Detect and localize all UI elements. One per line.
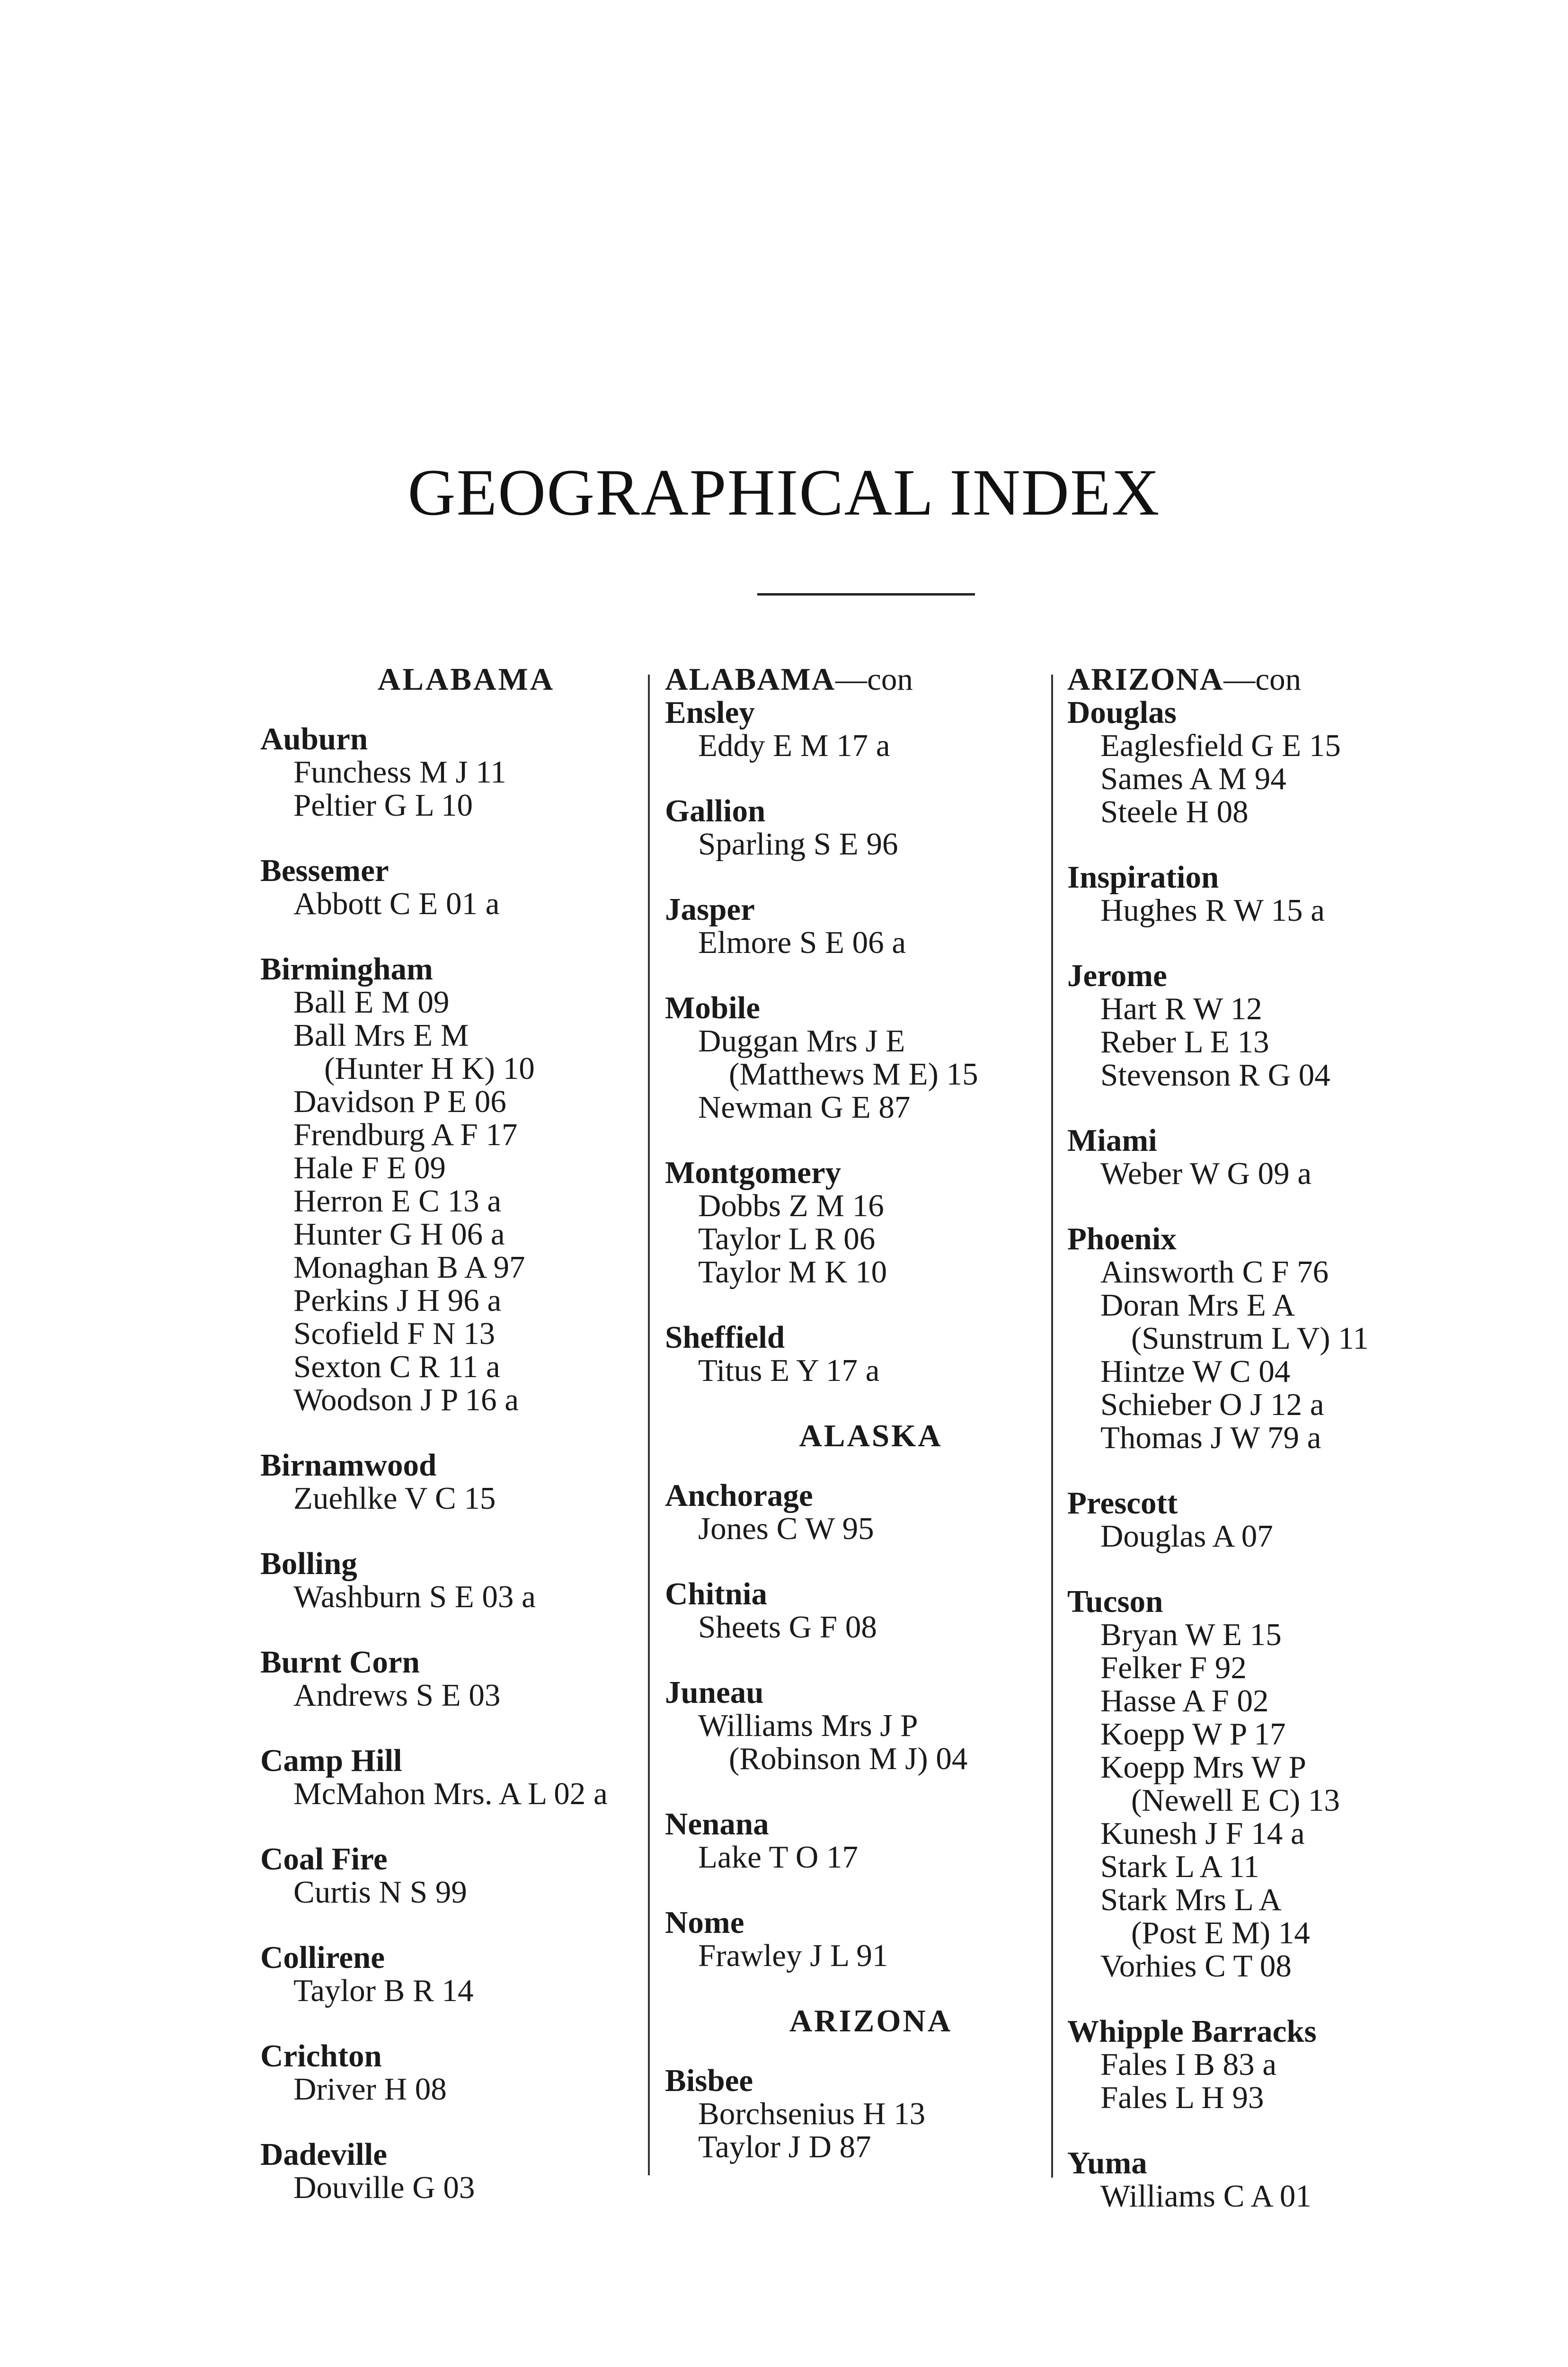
person-entry: Frendburg A F 17: [293, 1117, 518, 1152]
place-name: Miami: [1067, 1123, 1157, 1158]
person-entry: Koepp Mrs W P: [1100, 1750, 1306, 1785]
continued-label: —con: [835, 662, 913, 697]
place-entry: [260, 1744, 672, 1810]
person-entry: Doran Mrs E A: [1100, 1288, 1295, 1323]
person-entry: Taylor B R 14: [293, 1973, 474, 2008]
place-entry: [665, 696, 1077, 762]
person-list: [665, 1354, 1077, 1387]
person-entry: Sames A M 94: [1100, 761, 1286, 796]
place-list: [1067, 696, 1479, 2213]
person-entry: Herron E C 13 a: [293, 1184, 502, 1219]
place-name: Prescott: [1067, 1486, 1178, 1521]
place-name: Bessemer: [260, 853, 389, 888]
place-name: Juneau: [665, 1675, 764, 1710]
person-entry: Elmore S E 06 a: [698, 925, 906, 960]
person-entry: Titus E Y 17 a: [698, 1353, 880, 1388]
place-entry: [1067, 1486, 1479, 1553]
place-entry: [1067, 861, 1479, 927]
person-list: [1067, 894, 1479, 927]
person-entry: Zuehlke V C 15: [293, 1481, 496, 1516]
person-list: [665, 1611, 1077, 1644]
place-entry: [665, 991, 1077, 1124]
place-name: Tucson: [1067, 1584, 1163, 1619]
place-name: Montgomery: [665, 1155, 842, 1190]
person-entry: Douville G 03: [293, 2170, 475, 2205]
person-entry: Woodson J P 16 a: [293, 1382, 519, 1417]
continued-state-name: ALABAMA: [665, 662, 836, 697]
person-list: [1067, 1520, 1479, 1553]
place-entry: [1067, 1222, 1479, 1454]
place-name: Jasper: [665, 892, 755, 927]
person-entry: Funchess M J 11: [293, 755, 506, 790]
place-name: Sheffield: [665, 1320, 785, 1355]
person-list: [1067, 2180, 1479, 2213]
place-name: Ensley: [665, 695, 755, 730]
state-heading: ARIZONA: [789, 2003, 953, 2038]
person-list: [1067, 992, 1479, 1092]
place-entry: [260, 722, 672, 822]
place-entry: [260, 1646, 672, 1712]
person-entry: Jones C W 95: [698, 1511, 874, 1546]
place-entry: [665, 1321, 1077, 1387]
person-entry: Peltier G L 10: [293, 788, 473, 823]
page-title: GEOGRAPHICAL INDEX: [408, 456, 1160, 529]
place-list: [665, 1479, 1077, 1972]
person-entry: Hale F E 09: [293, 1150, 446, 1185]
person-entry: (Robinson M J) 04: [729, 1741, 968, 1776]
place-entry: [665, 893, 1077, 959]
person-entry: Ball E M 09: [293, 985, 450, 1020]
person-entry: Reber L E 13: [1100, 1024, 1269, 1059]
place-name: Burnt Corn: [260, 1645, 420, 1680]
person-list: [260, 2171, 672, 2204]
place-entry: [260, 952, 672, 1416]
person-list: [1067, 1618, 1479, 1983]
person-entry: Perkins J H 96 a: [293, 1283, 502, 1318]
place-entry: [665, 1807, 1077, 1874]
person-entry: Williams Mrs J P: [698, 1708, 918, 1743]
state-heading: ALASKA: [799, 1418, 943, 1453]
person-entry: Taylor J D 87: [698, 2129, 871, 2164]
place-name: Camp Hill: [260, 1743, 402, 1778]
place-entry: [260, 2138, 672, 2204]
place-name: Auburn: [260, 721, 368, 756]
continued-label: —con: [1223, 662, 1302, 697]
place-name: Birmingham: [260, 952, 433, 987]
person-list: [665, 1939, 1077, 1972]
person-entry: Borchsenius H 13: [698, 2096, 926, 2131]
person-entry: (Newell E C) 13: [1131, 1783, 1340, 1818]
place-entry: [665, 794, 1077, 861]
person-entry: Andrews S E 03: [293, 1678, 501, 1713]
column-1: [260, 663, 672, 2236]
place-name: Mobile: [665, 990, 760, 1025]
person-entry: (Matthews M E) 15: [729, 1057, 978, 1092]
person-entry: Hughes R W 15 a: [1100, 893, 1325, 928]
place-entry: [665, 2064, 1077, 2163]
place-name: Collirene: [260, 1940, 385, 1975]
person-entry: Frawley J L 91: [698, 1938, 888, 1973]
person-list: [260, 1580, 672, 1613]
person-entry: Stark L A 11: [1100, 1849, 1259, 1884]
person-entry: Duggan Mrs J E: [698, 1023, 905, 1059]
place-entry: [1067, 696, 1479, 828]
person-list: [665, 1189, 1077, 1289]
person-entry: Hunter G H 06 a: [293, 1217, 505, 1252]
place-name: Nome: [665, 1905, 744, 1940]
person-list: [260, 1679, 672, 1712]
place-entry: [1067, 959, 1479, 1092]
place-entry: [260, 1547, 672, 1613]
person-list: [665, 828, 1077, 861]
person-list: [665, 2097, 1077, 2163]
person-entry: Taylor M K 10: [698, 1255, 887, 1290]
person-entry: Douglas A 07: [1100, 1519, 1273, 1554]
continued-state-heading: [1067, 663, 1479, 696]
person-entry: Driver H 08: [293, 2072, 447, 2107]
place-entry: [260, 1941, 672, 2007]
person-list: [665, 1512, 1077, 1545]
place-name: Gallion: [665, 793, 766, 828]
person-entry: Sheets G F 08: [698, 1610, 877, 1645]
person-entry: Williams C A 01: [1100, 2179, 1311, 2214]
place-name: Chitnia: [665, 1576, 767, 1611]
place-list: [260, 722, 672, 2204]
place-entry: [665, 1676, 1077, 1775]
place-name: Inspiration: [1067, 860, 1219, 895]
person-list: [665, 926, 1077, 959]
person-list: [260, 1482, 672, 1515]
person-list: [665, 1709, 1077, 1775]
column-3: [1067, 663, 1479, 2245]
person-entry: Sexton C R 11 a: [293, 1349, 500, 1384]
title-rule: [757, 593, 975, 596]
person-entry: Vorhies C T 08: [1100, 1949, 1292, 1984]
person-entry: Fales L H 93: [1100, 2080, 1264, 2115]
person-entry: Hart R W 12: [1100, 991, 1262, 1026]
place-entry: [665, 1479, 1077, 1545]
place-entry: [260, 2039, 672, 2106]
person-entry: Taylor L R 06: [698, 1221, 876, 1256]
person-list: [1067, 1255, 1479, 1454]
person-entry: Lake T O 17: [698, 1840, 859, 1875]
state-heading: ALABAMA: [377, 662, 555, 697]
person-list: [260, 2073, 672, 2106]
place-name: Jerome: [1067, 958, 1167, 993]
person-entry: Ball Mrs E M: [293, 1018, 469, 1053]
person-entry: McMahon Mrs. A L 02 a: [293, 1776, 608, 1811]
place-entry: [665, 1577, 1077, 1644]
person-list: [260, 1777, 672, 1810]
person-list: [260, 1876, 672, 1909]
place-name: Whipple Barracks: [1067, 2014, 1317, 2049]
place-entry: [260, 854, 672, 920]
person-entry: Fales I B 83 a: [1100, 2047, 1277, 2082]
place-name: Yuma: [1067, 2145, 1147, 2180]
person-entry: (Post E M) 14: [1131, 1915, 1310, 1950]
person-entry: Hintze W C 04: [1100, 1354, 1291, 1389]
place-entry: [260, 1449, 672, 1515]
person-entry: Kunesh J F 14 a: [1100, 1816, 1305, 1851]
person-list: [1067, 2048, 1479, 2114]
person-list: [665, 1024, 1077, 1124]
place-name: Phoenix: [1067, 1221, 1177, 1256]
person-entry: Eaglesfield G E 15: [1100, 728, 1341, 763]
place-entry: [665, 1906, 1077, 1972]
person-entry: Scofield F N 13: [293, 1316, 496, 1351]
place-name: Coal Fire: [260, 1842, 388, 1877]
person-entry: Stark Mrs L A: [1100, 1882, 1282, 1917]
person-entry: Washburn S E 03 a: [293, 1579, 536, 1614]
person-entry: Thomas J W 79 a: [1100, 1420, 1321, 1455]
place-name: Bolling: [260, 1546, 357, 1581]
person-list: [665, 1841, 1077, 1874]
person-entry: Davidson P E 06: [293, 1084, 506, 1119]
person-entry: Ainsworth C F 76: [1100, 1255, 1329, 1290]
person-entry: Eddy E M 17 a: [698, 728, 890, 763]
person-entry: Hasse A F 02: [1100, 1683, 1269, 1718]
place-name: Nenana: [665, 1806, 769, 1842]
person-entry: (Sunstrum L V) 11: [1131, 1321, 1369, 1356]
person-list: [260, 756, 672, 822]
person-entry: Koepp W P 17: [1100, 1717, 1286, 1752]
person-list: [260, 986, 672, 1416]
person-entry: Felker F 92: [1100, 1650, 1247, 1685]
person-list: [260, 887, 672, 920]
place-name: Dadeville: [260, 2137, 387, 2172]
place-list: [665, 2064, 1077, 2163]
person-entry: Steele H 08: [1100, 794, 1249, 829]
person-entry: (Hunter H K) 10: [324, 1051, 535, 1086]
person-list: [260, 1974, 672, 2007]
continued-state-heading: [665, 663, 1077, 696]
person-entry: Sparling S E 96: [698, 827, 898, 862]
person-list: [1067, 729, 1479, 828]
person-entry: Bryan W E 15: [1100, 1617, 1282, 1652]
place-name: Bisbee: [665, 2063, 753, 2098]
place-name: Anchorage: [665, 1478, 813, 1513]
place-entry: [1067, 1585, 1479, 1983]
person-entry: Abbott C E 01 a: [293, 886, 500, 921]
person-entry: Schieber O J 12 a: [1100, 1387, 1324, 1422]
place-entry: [1067, 2146, 1479, 2213]
person-entry: Newman G E 87: [698, 1090, 911, 1125]
person-entry: Dobbs Z M 16: [698, 1188, 884, 1223]
person-entry: Weber W G 09 a: [1100, 1156, 1312, 1191]
place-entry: [665, 1156, 1077, 1289]
place-name: Douglas: [1067, 695, 1177, 730]
person-list: [665, 729, 1077, 762]
person-entry: Curtis N S 99: [293, 1875, 467, 1910]
person-list: [1067, 1157, 1479, 1190]
place-list: [665, 696, 1077, 1387]
place-entry: [1067, 1124, 1479, 1190]
person-entry: Monaghan B A 97: [293, 1250, 525, 1285]
place-entry: [1067, 2015, 1479, 2114]
person-entry: Stevenson R G 04: [1100, 1058, 1330, 1093]
place-entry: [260, 1842, 672, 1909]
continued-state-name: ARIZONA: [1067, 662, 1224, 697]
column-2: [665, 663, 1077, 2196]
place-name: Crichton: [260, 2038, 382, 2073]
place-name: Birnamwood: [260, 1448, 437, 1483]
